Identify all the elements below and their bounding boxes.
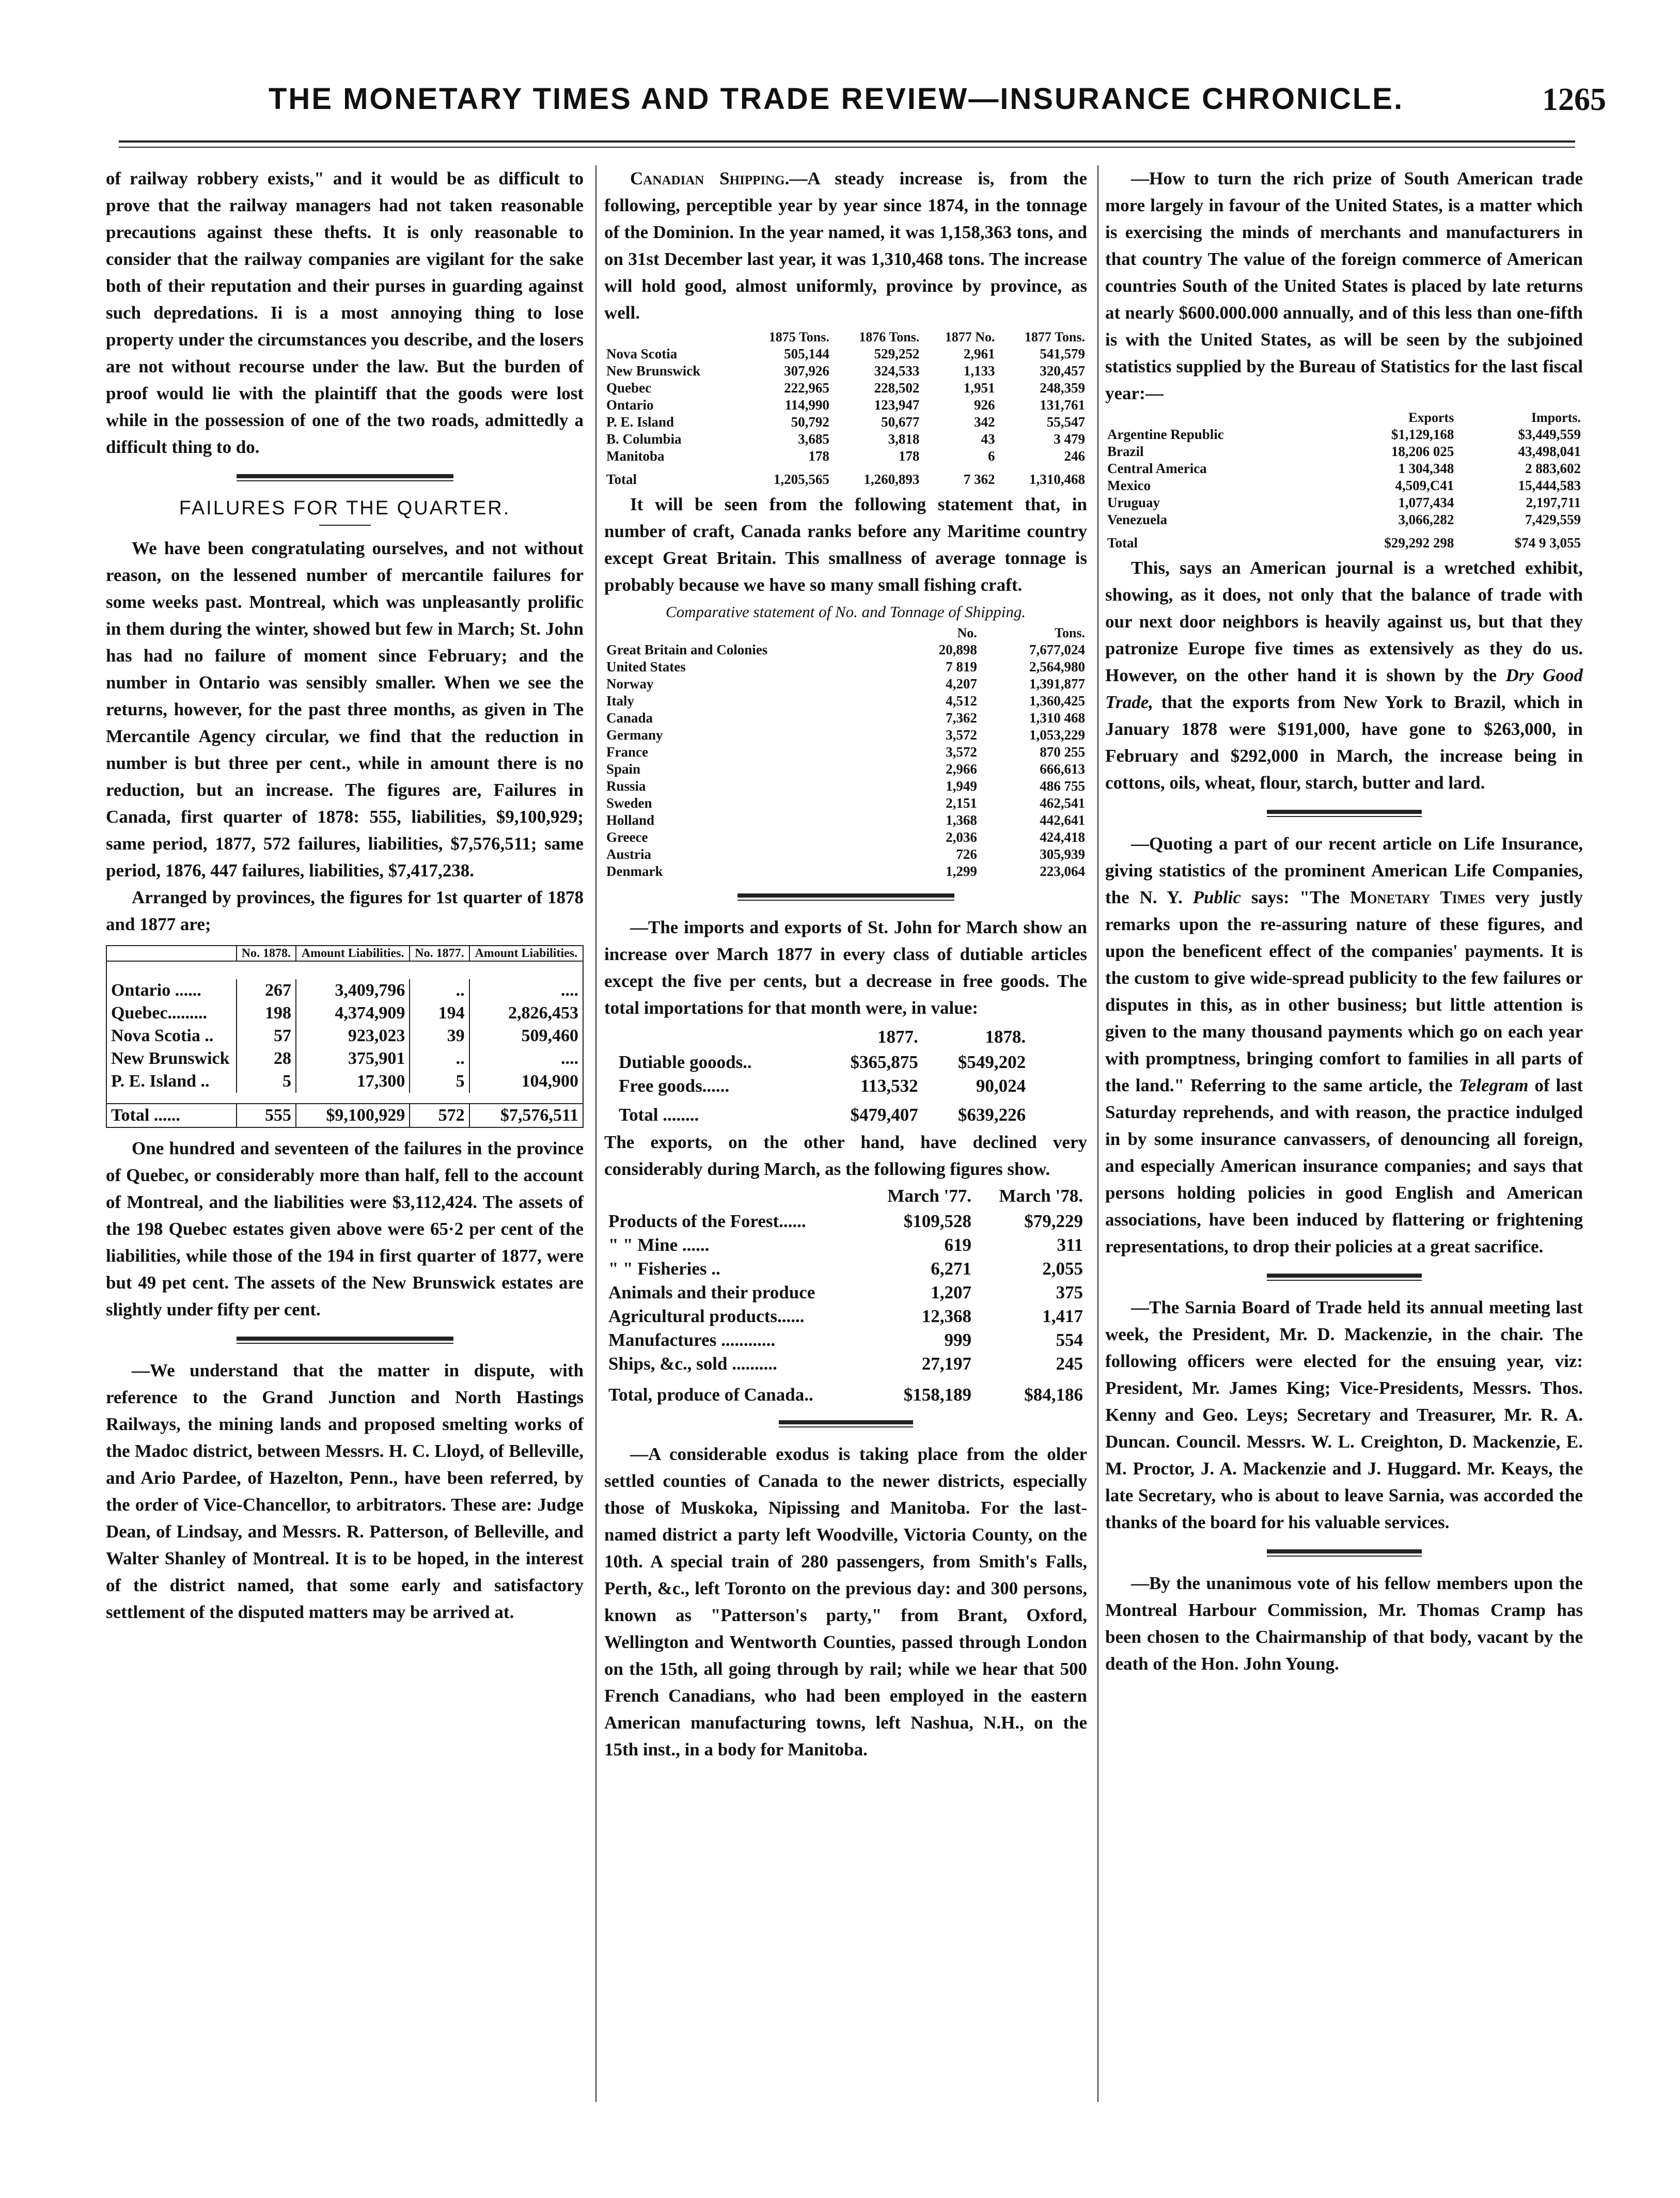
table-header-cell: No. <box>957 625 977 640</box>
table-row <box>604 710 1087 727</box>
table-cell: Animals and their produce <box>608 1282 815 1302</box>
monetary-times-title: Monetary Times <box>1349 887 1485 907</box>
table-cell: 15,444,583 <box>1518 478 1581 493</box>
province-cell: Nova Scotia .. <box>111 1026 214 1045</box>
table-cell: 194 <box>410 1002 469 1025</box>
table-cell: 6 <box>988 448 995 464</box>
table-header-cell: 1877 No. <box>945 329 995 344</box>
table-header-cell: March '78. <box>999 1186 1083 1206</box>
table-cell: 2,826,453 <box>469 1002 583 1025</box>
table-row <box>604 676 1087 693</box>
table-cell: 4,207 <box>946 676 977 692</box>
table-header-row <box>1105 409 1583 426</box>
table-cell: $1,129,168 <box>1391 427 1454 442</box>
arbitration-paragraph: —We understand that the matter in dispute, with reference to the Grand Junction and North Hastings Railways, the mining lands and proposed smelting works of the Madoc district, between Messrs. H. C. Lloyd, of Belleville, and Ario Pardee, of Hazelton, Penn., have been referred, by the order of Vice-Chancellor, to arbitrators. These are: Judge Dean, of Lindsay, and Messrs. R. Patterson, of Belleville, and Walter Shanley of Montreal. It is to be hoped, in the interest of the district named, that some early and satisfactory settlement of the disputed matters may be arrived at. <box>106 1360 584 1622</box>
table-cell: Uruguay <box>1107 495 1160 510</box>
table-cell: 462,541 <box>1040 795 1085 811</box>
table-cell: Holland <box>606 812 655 828</box>
table-cell: 5 <box>237 1070 296 1093</box>
table-cell: Free goods...... <box>619 1076 730 1096</box>
table-header-cell: Tons. <box>1054 625 1085 640</box>
section-separator <box>737 893 954 901</box>
table-cell: Italy <box>606 693 634 709</box>
table-row <box>1105 477 1583 494</box>
table-header-row <box>604 1183 1087 1210</box>
south-america-paragraph: —How to turn the rich prize of South American trade more largely in favour of the United States, is a matter which is exercising the minds of merchants and manufacturers in that country The value of the foreign commerce of American countries South of the United States is placed by late returns at nearly $600.000.000 annually, and of this less than one-fifth is with the United States, as will be seen by the subjoined statistics supplied by the Bureau of Statistics for the last fiscal year:— <box>1105 168 1583 403</box>
table-cell: 198 <box>237 1002 296 1025</box>
table-cell: 3,572 <box>946 727 977 743</box>
table-total-row <box>106 1104 583 1127</box>
tonnage-table <box>604 328 1087 488</box>
text-span: very justly remarks upon the re-assuring nature of these figures, and upon the beneficent effect of the companies' payments. It is the custom to give wide-spread publicity to the few failures or disputes in this, as in other business; but little attention is given to the many thousand payments which go on each year with promptness, bringing comfort to families in all parts of the land." Referring to the same article, the <box>1105 887 1583 1095</box>
harbour-commission-paragraph: —By the unanimous vote of his fellow members upon the Montreal Harbour Commission, Mr. Thomas Cramp has been chosen to the Chairmanship of that body, vacant by the death of the Hon. John Young. <box>1105 1573 1583 1674</box>
table-cell: P. E. Island <box>606 414 674 430</box>
table-row <box>604 1281 1087 1305</box>
table-cell: $639,226 <box>957 1105 1026 1125</box>
table-cell: $365,875 <box>850 1052 918 1072</box>
table-header-cell: 1876 Tons. <box>859 329 920 344</box>
table-header-cell: Exports <box>1408 410 1454 425</box>
table-cell: $29,292 298 <box>1384 535 1454 551</box>
table-cell: 222,965 <box>784 380 829 396</box>
table-cell: 1,360,425 <box>1029 693 1085 709</box>
table-cell: 12,368 <box>921 1306 972 1326</box>
table-cell: Quebec <box>606 380 651 396</box>
railway-robbery-paragraph: of railway robbery exists," and it would be as difficult to prove that the railway managers had not taken reasonable precautions against these thefts. It is only reasonable to consider that the railway companies are vigilant for the sake both of their reputation and their purses in guarding against such depredations. Ii is a most annoying thing to lose property under the circumstances you describe, and the losers are not without recourse under the law. But the burden of proof would lie with the plaintiff that the goods were lost while in the possession of one of the two roads, admittedly a difficult thing to do. <box>106 168 584 457</box>
table-cell: 3 479 <box>1054 431 1085 447</box>
table-cell: 6,271 <box>931 1259 972 1279</box>
table-cell: 424,418 <box>1040 829 1085 845</box>
table-row <box>604 431 1087 448</box>
table-cell: .. <box>410 979 469 1002</box>
table-cell: 55,547 <box>1046 414 1085 430</box>
table-row <box>106 1047 583 1070</box>
table-cell: New Brunswick <box>606 363 701 379</box>
table-cell: 27,197 <box>921 1354 972 1374</box>
table-cell: 3,409,796 <box>296 979 410 1002</box>
telegram-title: Telegram <box>1458 1075 1529 1095</box>
table-cell: Greece <box>606 829 648 845</box>
table-cell: 486 755 <box>1040 778 1085 794</box>
comparative-caption: Comparative statement of No. and Tonnage of Shipping. <box>665 603 1026 621</box>
table-row <box>604 380 1087 397</box>
table-row <box>1105 426 1583 443</box>
section-separator <box>1267 1274 1422 1281</box>
table-cell: 324,533 <box>874 363 920 379</box>
table-cell: 1,299 <box>946 864 977 879</box>
table-cell: .. <box>410 1047 469 1070</box>
table-cell: 5 <box>410 1070 469 1093</box>
table-total-row <box>615 1098 1030 1127</box>
table-cell: 246 <box>1064 448 1085 464</box>
table-cell: 1,077,434 <box>1398 495 1454 510</box>
section-separator <box>237 474 453 481</box>
header-rule-thin <box>119 147 1575 148</box>
craft-paragraph: It will be seen from the following statement that, in number of craft, Canada ranks before any Maritime country except Great Britain. This smallness of average tonnage is probably because we have so many small fishing craft. <box>604 494 1087 595</box>
table-cell: B. Columbia <box>606 431 682 447</box>
failures-heading: FAILURES FOR THE QUARTER. <box>179 497 511 519</box>
province-cell: Quebec......... <box>111 1003 208 1023</box>
table-cell: 305,939 <box>1040 846 1085 862</box>
table-cell: Total, produce of Canada.. <box>608 1385 813 1405</box>
table-cell: 2,961 <box>963 346 995 362</box>
table-cell: United States <box>606 659 686 674</box>
table-cell: $84,186 <box>1024 1385 1083 1405</box>
section-separator <box>1267 1549 1422 1557</box>
table-header-cell <box>604 328 741 346</box>
table-cell: Denmark <box>606 864 663 879</box>
table-cell: 7 362 <box>963 472 995 487</box>
header-rule-thick <box>119 140 1575 143</box>
table-row <box>604 1257 1087 1281</box>
table-header-cell <box>615 1024 814 1050</box>
text-span: This, says an American journal is a wretched exhibit, showing, as it does, not only that the balance of trade with our next door neighbors is heavily against us, but that they patronize Europe five times as extensively as they do us. However, on the other hand it is shown by the <box>1105 558 1583 685</box>
table-row <box>604 761 1087 778</box>
table-cell: 870 255 <box>1040 744 1085 760</box>
table-cell: 113,532 <box>860 1076 918 1096</box>
page-number: 1265 <box>1542 82 1606 117</box>
section-separator <box>779 1420 913 1427</box>
table-cell: 1,391,877 <box>1029 676 1085 692</box>
text-span: that the exports from New York to Brazil, which in January 1878 were $191,000, have gone to $263,000, in February and $292,000 in March, the increase being in cottons, oils, wheat, flour, starch, butter and lard. <box>1105 692 1583 793</box>
table-cell: 50,677 <box>881 414 920 430</box>
table-row <box>604 846 1087 863</box>
table-cell: Central America <box>1107 461 1207 476</box>
table-cell: 375,901 <box>296 1047 410 1070</box>
table-cell: 307,926 <box>784 363 829 379</box>
table-row <box>604 863 1087 880</box>
table-cell: Venezuela <box>1107 512 1167 527</box>
table-cell: $3,449,559 <box>1518 427 1581 442</box>
table-cell: Total ........ <box>619 1105 699 1125</box>
table-cell: $158,189 <box>903 1385 972 1405</box>
table-cell: 554 <box>1056 1330 1083 1350</box>
table-cell: 529,252 <box>874 346 920 362</box>
column-divider-1 <box>595 165 596 2102</box>
table-row <box>604 1210 1087 1233</box>
table-total-row <box>604 1376 1087 1407</box>
sarnia-paragraph: —The Sarnia Board of Trade held its annual meeting last week, the President, Mr. D. Mackenzie, in the chair. The following officers were elected for the ensuing year, viz: President, Mr. James King; Vice-Presidents, Messrs. Thos. Kenny and Geo. Leys; Secretary and Treasurer, Mr. R. A. Duncan. Council. Messrs. W. L. Creighton, D. Mackenzie, E. M. Proctor, J. A. Mackenzie and J. Huggard. Mr. Keays, the late Secretary, who is about to leave Sarnia, was accorded the thanks of the board for his valuable services. <box>1105 1297 1583 1532</box>
total-label: Total ...... <box>106 1104 237 1127</box>
table-header-row <box>604 328 1087 346</box>
table-row <box>604 448 1087 465</box>
table-cell: 541,579 <box>1040 346 1085 362</box>
table-cell: Manitoba <box>606 448 665 464</box>
table-cell: France <box>606 744 648 760</box>
table-cell: 572 <box>410 1104 469 1127</box>
table-cell: 1,417 <box>1042 1306 1083 1326</box>
table-cell: .... <box>469 979 583 1002</box>
province-cell: New Brunswick <box>111 1049 230 1068</box>
failures-table <box>106 945 584 1128</box>
table-cell: Germany <box>606 727 663 743</box>
column-1 <box>106 165 584 1626</box>
heading-dash <box>319 525 371 526</box>
table-row <box>1105 494 1583 511</box>
table-header-row <box>106 946 583 961</box>
table-cell: 505,144 <box>784 346 829 362</box>
table-cell: 1,368 <box>946 812 977 828</box>
table-cell: 43,498,041 <box>1518 444 1581 459</box>
table-cell: 375 <box>1056 1282 1083 1302</box>
table-header-cell: March '77. <box>887 1186 972 1206</box>
shipping-text: —A steady increase is, from the following, perceptible year by year since 1874, in the tonnage of the Dominion. In the year named, it was 1,158,363 tons, and on 31st December last year, it was 1,310,468 tons. The increase will hold good, almost uniformly, province by province, as well. <box>604 168 1087 323</box>
ny-public-title: Public <box>1192 887 1241 907</box>
table-header-cell <box>106 946 237 961</box>
table-cell: Brazil <box>1107 444 1144 459</box>
south-america-trade-table <box>1105 409 1583 552</box>
table-row <box>604 1352 1087 1376</box>
table-row <box>615 1074 1030 1098</box>
table-header-cell: Imports. <box>1531 410 1581 425</box>
exports-intro: The exports, on the other hand, have declined very considerably during March, as the following figures show. <box>604 1132 1087 1179</box>
table-header-cell: 1875 Tons. <box>768 329 829 344</box>
table-cell: 43 <box>981 431 995 447</box>
table-cell: 178 <box>808 448 829 464</box>
table-cell: 28 <box>237 1047 296 1070</box>
shipping-lead: Canadian Shipping. <box>630 168 790 189</box>
table-row <box>106 1002 583 1025</box>
table-header-cell: No. 1878. <box>237 946 296 961</box>
table-row <box>604 693 1087 710</box>
table-cell: 18,206 025 <box>1391 444 1454 459</box>
table-cell: 7,362 <box>946 710 977 726</box>
table-cell: $74 9 3,055 <box>1514 535 1581 551</box>
table-cell: 2,564,980 <box>1029 659 1085 674</box>
table-cell: Russia <box>606 778 646 794</box>
table-cell: $479,407 <box>850 1105 918 1125</box>
table-cell: 1,053,229 <box>1029 727 1085 743</box>
page-header <box>119 77 1616 134</box>
exodus-paragraph: —A considerable exodus is taking place from the older settled counties of Canada to the newer districts, especially those of Muskoka, Nipissing and Manitoba. For the last-named district a party left Woodville, Victoria County, on the 10th. A special train of 280 passengers, from Smith's Falls, Perth, &c., left Toronto on the previous day: and 300 persons, known as "Patterson's party," from Brant, Oxford, Wellington and Wentworth Counties, passed through London on the 15th, all going through by rail; while we hear that 500 French Canadians, who had been employed in the eastern American manufacturing towns, left Nashua, N.H., on the 15th inst., in a body for Manitoba. <box>604 1444 1087 1760</box>
table-cell: 248,359 <box>1040 380 1085 396</box>
table-cell: 999 <box>944 1330 972 1350</box>
table-cell: 2,151 <box>946 795 977 811</box>
table-cell: 1,310 468 <box>1029 710 1085 726</box>
provinces-intro: Arranged by provinces, the figures for 1st quarter of 1878 and 1877 are; <box>106 887 584 934</box>
table-row <box>604 658 1087 676</box>
table-row <box>604 641 1087 658</box>
table-header-cell: 1877 Tons. <box>1024 329 1085 344</box>
table-cell: 3,685 <box>798 431 829 447</box>
table-cell: 17,300 <box>296 1070 410 1093</box>
table-cell: 726 <box>956 846 977 862</box>
table-cell: 1,207 <box>931 1282 972 1302</box>
table-cell: 923,023 <box>296 1025 410 1047</box>
table-cell: 57 <box>237 1025 296 1047</box>
table-cell: 4,509,C41 <box>1395 478 1454 493</box>
table-cell: $79,229 <box>1024 1211 1083 1231</box>
table-header-cell: 1877. <box>877 1027 918 1047</box>
table-cell: 2 883,602 <box>1525 461 1581 476</box>
failures-paragraph: We have been congratulating ourselves, and not without reason, on the lessened number of mercantile failures for some weeks past. Montreal, which was unpleasantly prolific in them during the winter, showed but few in March; St. John has had no failure of moment since February; and the number in Ontario was sensibly smaller. When we see the returns, however, for the past three months, as given in The Mercantile Agency circular, we find that the reduction in number is but three per cent., while in amount there is no reduction, but an increase. The figures are, Failures in Canada, first quarter of 1878: 555, liabilities, $9,100,929; same period, 1877, 572 failures, liabilities, $7,576,511; same period, 1876, 447 failures, liabilities, $7,417,238. <box>106 538 584 881</box>
table-cell: 1,949 <box>946 778 977 794</box>
quebec-failures-paragraph: One hundred and seventeen of the failures in the province of Quebec, or considerably more than half, fell to the account of Montreal, and the liabilities were $3,112,424. The assets of the 198 Quebec estates given above were 65·2 per cent of the liabilities, while those of the 194 in first quarter of 1877, were but 49 pet cent. The assets of the New Brunswick estates are slightly under fifty per cent. <box>106 1138 584 1320</box>
table-cell: 311 <box>1057 1235 1083 1255</box>
table-cell: Norway <box>606 676 654 692</box>
shipping-paragraph <box>604 165 1087 326</box>
dry-good-trade-title: Dry Good Trade, <box>1105 665 1583 712</box>
province-cell: P. E. Island .. <box>111 1072 210 1091</box>
table-cell: Products of the Forest...... <box>608 1211 806 1231</box>
table-cell: 2,036 <box>946 829 977 845</box>
st-john-paragraph: —The imports and exports of St. John for March show an increase over March 1877 in every class of dutiable articles except the five per cents, but a decrease in free goods. The total importations for that month were, in value: <box>604 917 1087 1018</box>
table-cell: Nova Scotia <box>606 346 678 362</box>
table-cell: 3,572 <box>946 744 977 760</box>
table-cell: 1,951 <box>963 380 995 396</box>
table-row <box>106 1070 583 1093</box>
table-cell: 1,310,468 <box>1029 472 1085 487</box>
table-cell: " " Fisheries .. <box>608 1259 720 1279</box>
table-row <box>604 1328 1087 1352</box>
table-cell: 2,197,711 <box>1526 495 1581 510</box>
table-header-cell: 1878. <box>985 1027 1026 1047</box>
table-cell: 90,024 <box>976 1076 1026 1096</box>
table-row <box>1105 460 1583 477</box>
table-cell: 666,613 <box>1040 761 1085 777</box>
table-cell: 1 304,348 <box>1398 461 1454 476</box>
column-3 <box>1105 165 1583 1677</box>
life-insurance-paragraph <box>1105 830 1583 1260</box>
table-total-row <box>604 465 1087 488</box>
table-header-cell: No. 1877. <box>410 946 469 961</box>
journal-title: THE MONETARY TIMES AND TRADE REVIEW—INSURANCE CHRONICLE. <box>269 82 1404 116</box>
table-cell: Spain <box>606 761 641 777</box>
table-header-cell <box>604 1183 864 1210</box>
text-span: of last Saturday reprehends, and with reason, the practice indulged in by some insurance canvassers, of denouncing all foreign, and especially American insurance companies; and says that persons holding policies in good English and American associations, have been induced by flattering or frightening representations, to drop their policies at a great sacrifice. <box>1105 1075 1583 1257</box>
table-cell: 7,429,559 <box>1525 512 1581 527</box>
table-cell: $549,202 <box>957 1052 1026 1072</box>
table-cell: Ontario <box>606 397 654 413</box>
exports-table <box>604 1183 1087 1407</box>
table-cell: Manufactures ............ <box>608 1330 776 1350</box>
table-cell: Agricultural products...... <box>608 1306 805 1326</box>
table-row <box>604 346 1087 363</box>
table-cell: Sweden <box>606 795 652 811</box>
table-cell: 7 819 <box>946 659 977 674</box>
table-cell: 228,502 <box>874 380 920 396</box>
section-separator <box>237 1337 453 1344</box>
table-cell: 342 <box>974 414 995 430</box>
table-cell: 131,761 <box>1040 397 1085 413</box>
table-total-row <box>1105 528 1583 552</box>
table-cell: Total <box>606 472 637 487</box>
section-separator <box>1267 810 1422 817</box>
table-row <box>604 795 1087 812</box>
table-cell: 442,641 <box>1040 812 1085 828</box>
table-cell: .... <box>469 1047 583 1070</box>
table-cell: 1,205,565 <box>773 472 829 487</box>
table-header-cell <box>1105 409 1323 426</box>
comparative-table <box>604 624 1087 880</box>
table-header-row <box>615 1024 1030 1050</box>
table-cell: " " Mine ...... <box>608 1235 710 1255</box>
table-cell: 245 <box>1056 1354 1083 1374</box>
table-header-cell: Amount Liabilities. <box>296 946 410 961</box>
table-cell: 4,374,909 <box>296 1002 410 1025</box>
table-cell: 39 <box>410 1025 469 1047</box>
table-header-row <box>604 624 1087 641</box>
table-cell: Ships, &c., sold .......... <box>608 1354 777 1374</box>
table-header-cell <box>604 624 903 641</box>
table-cell: $109,528 <box>903 1211 972 1231</box>
table-cell: 555 <box>237 1104 296 1127</box>
table-row <box>604 414 1087 431</box>
table-row <box>604 397 1087 414</box>
table-cell: 926 <box>974 397 995 413</box>
table-cell: 2,966 <box>946 761 977 777</box>
column-2 <box>604 165 1087 1763</box>
table-cell: Argentine Republic <box>1107 427 1224 442</box>
wretched-exhibit-paragraph <box>1105 555 1583 796</box>
table-cell: 223,064 <box>1040 864 1085 879</box>
table-row <box>604 744 1087 761</box>
table-row <box>106 1025 583 1047</box>
table-cell: 509,460 <box>469 1025 583 1047</box>
table-cell: Mexico <box>1107 478 1151 493</box>
table-cell: 3,066,282 <box>1398 512 1454 527</box>
table-row <box>604 1305 1087 1328</box>
table-cell: 2,055 <box>1042 1259 1083 1279</box>
province-cell: Ontario ...... <box>111 981 201 1000</box>
table-cell: Dutiable gooods.. <box>619 1052 752 1072</box>
table-cell: 104,900 <box>469 1070 583 1093</box>
table-row <box>604 829 1087 846</box>
table-cell: $7,576,511 <box>469 1104 583 1127</box>
table-row <box>615 1050 1030 1074</box>
table-cell: 1,260,893 <box>863 472 920 487</box>
table-row <box>604 778 1087 795</box>
table-cell: 114,990 <box>784 397 829 413</box>
table-cell: $9,100,929 <box>296 1104 410 1127</box>
table-cell: 619 <box>944 1235 972 1255</box>
column-divider-2 <box>1097 165 1098 2102</box>
table-row <box>106 979 583 1002</box>
table-row <box>604 1233 1087 1257</box>
table-cell: 4,512 <box>946 693 977 709</box>
table-cell: 20,898 <box>938 642 977 657</box>
table-row <box>604 727 1087 744</box>
table-cell: 7,677,024 <box>1029 642 1085 657</box>
table-cell: 178 <box>898 448 920 464</box>
table-cell: 123,947 <box>874 397 920 413</box>
table-cell: Great Britain and Colonies <box>606 642 768 657</box>
table-row <box>1105 443 1583 460</box>
table-row <box>604 812 1087 829</box>
table-header-cell: Amount Liabilities. <box>469 946 583 961</box>
table-row <box>1105 511 1583 528</box>
table-cell: 320,457 <box>1040 363 1085 379</box>
text-span: says: "The <box>1251 887 1340 907</box>
table-row <box>604 363 1087 380</box>
table-cell: Canada <box>606 710 653 726</box>
table-cell: 267 <box>237 979 296 1002</box>
table-cell: Total <box>1107 535 1138 551</box>
table-cell: 50,792 <box>791 414 829 430</box>
table-cell: 3,818 <box>888 431 920 447</box>
table-cell: Austria <box>606 846 651 862</box>
table-cell: 1,133 <box>963 363 995 379</box>
text-span: —Quoting a part of our recent article on Life Insurance, giving statistics of the prominent American Life Companies, the N. Y. <box>1105 834 1583 907</box>
imports-table <box>615 1024 1030 1127</box>
